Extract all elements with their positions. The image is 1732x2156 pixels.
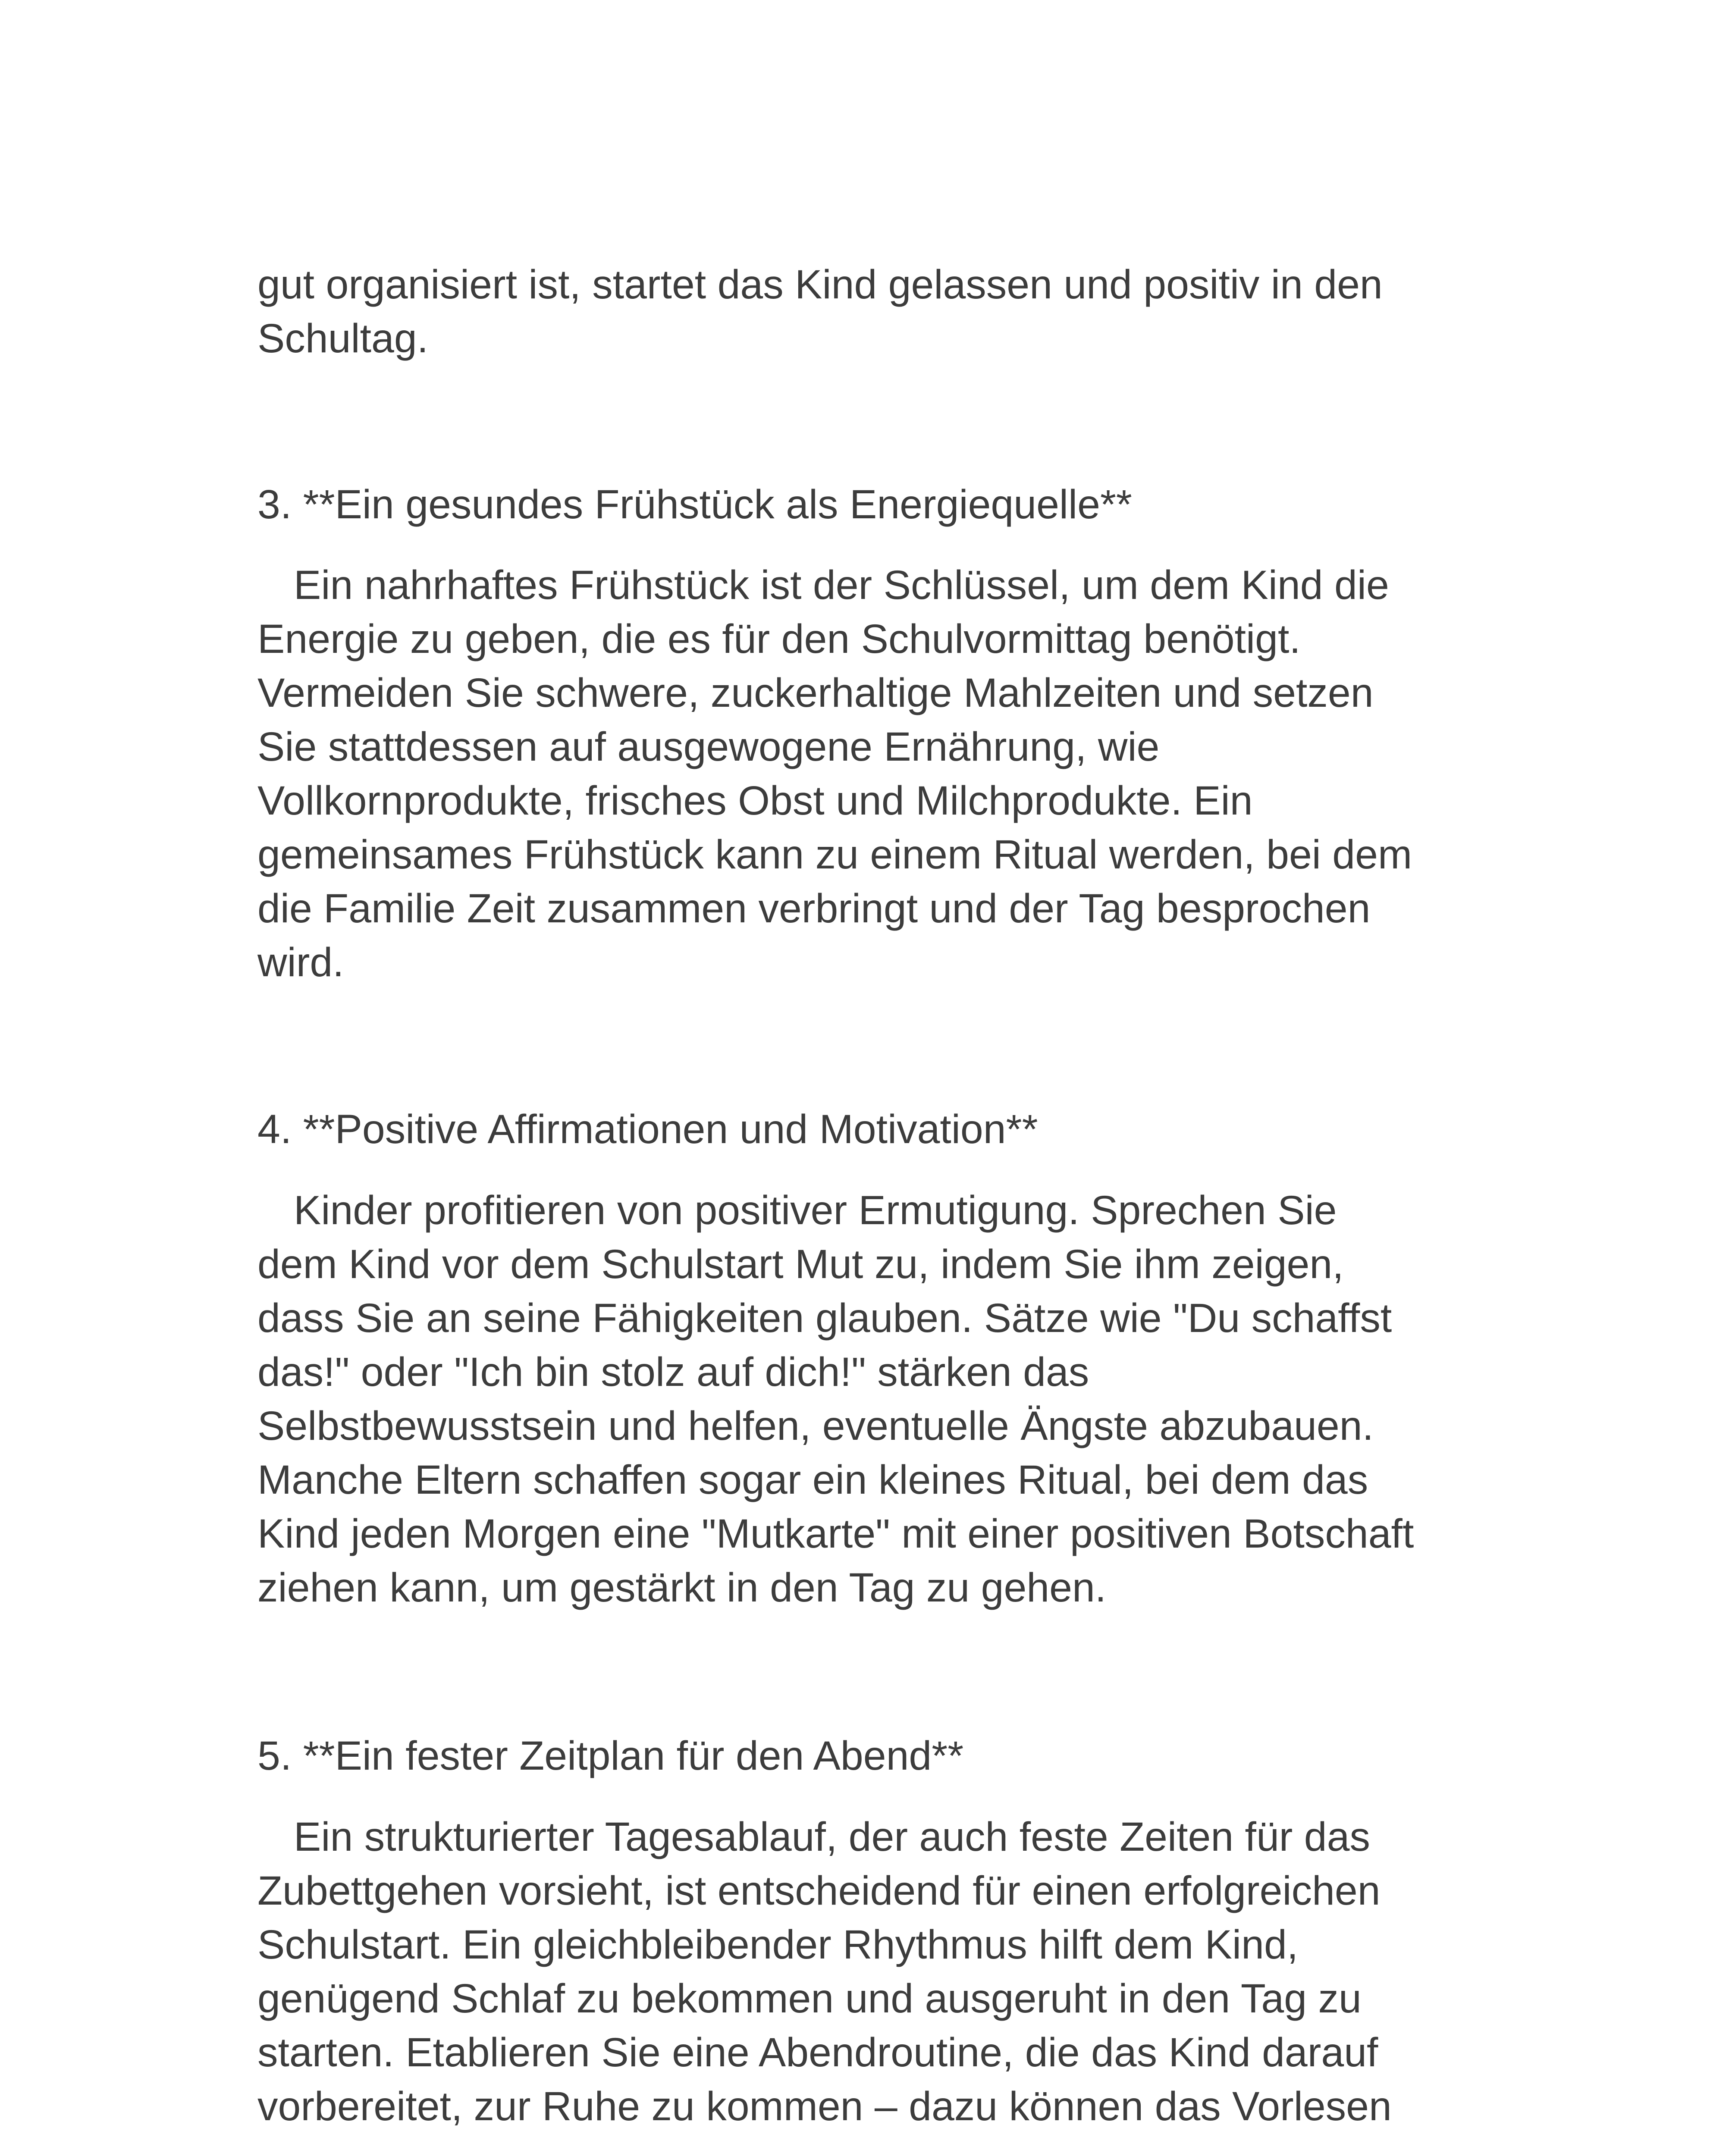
paragraph-line: Zubettgehen vorsieht, ist entscheidend für einen erfolgreichen bbox=[257, 1868, 1381, 1914]
section-5-paragraph bbox=[257, 1810, 1500, 2134]
paragraph-line: Vermeiden Sie schwere, zuckerhaltige Mahlzeiten und setzen bbox=[257, 670, 1374, 716]
paragraph-line: Selbstbewusstsein und helfen, eventuelle Ängste abzubauen. bbox=[257, 1403, 1374, 1449]
paragraph-line: Schultag. bbox=[257, 316, 429, 361]
paragraph-line: vorbereitet, zur Ruhe zu kommen – dazu können das Vorlesen bbox=[257, 2084, 1392, 2129]
paragraph-line: Manche Eltern schaffen sogar ein kleines Ritual, bei dem das bbox=[257, 1457, 1368, 1503]
paragraph-line: starten. Etablieren Sie eine Abendroutine, die das Kind darauf bbox=[257, 2030, 1378, 2075]
paragraph-line: Ein strukturierter Tagesablauf, der auch feste Zeiten für das bbox=[294, 1814, 1370, 1860]
section-3-paragraph bbox=[257, 558, 1500, 990]
paragraph-line: dem Kind vor dem Schulstart Mut zu, indem Sie ihm zeigen, bbox=[257, 1241, 1344, 1287]
section-heading-5: 5. **Ein fester Zeitplan für den Abend** bbox=[257, 1733, 964, 1779]
paragraph-line: die Familie Zeit zusammen verbringt und der Tag besprochen bbox=[257, 886, 1371, 931]
paragraph-line: ziehen kann, um gestärkt in den Tag zu gehen. bbox=[257, 1565, 1107, 1611]
section-heading-3: 3. **Ein gesundes Frühstück als Energiequelle** bbox=[257, 482, 1132, 527]
paragraph-line: das!" oder "Ich bin stolz auf dich!" stärken das bbox=[257, 1349, 1089, 1395]
section-heading-4: 4. **Positive Affirmationen und Motivation** bbox=[257, 1106, 1038, 1152]
paragraph-line: gemeinsames Frühstück kann zu einem Ritual werden, bei dem bbox=[257, 832, 1412, 877]
paragraph-line: Ein nahrhaftes Frühstück ist der Schlüssel, um dem Kind die bbox=[294, 562, 1389, 608]
paragraph-line: Vollkornprodukte, frisches Obst und Milchprodukte. Ein bbox=[257, 778, 1253, 824]
paragraph-line: Kind jeden Morgen eine "Mutkarte" mit einer positiven Botschaft bbox=[257, 1511, 1414, 1557]
paragraph-line: gut organisiert ist, startet das Kind gelassen und positiv in den bbox=[257, 262, 1383, 307]
paragraph-line: Sie stattdessen auf ausgewogene Ernährung, wie bbox=[257, 724, 1160, 770]
intro-paragraph bbox=[257, 258, 1500, 366]
paragraph-line: Schulstart. Ein gleichbleibender Rhythmus hilft dem Kind, bbox=[257, 1922, 1299, 1968]
paragraph-line: dass Sie an seine Fähigkeiten glauben. Sätze wie "Du schaffst bbox=[257, 1295, 1392, 1341]
section-4-paragraph bbox=[257, 1184, 1500, 1615]
paragraph-line: Kinder profitieren von positiver Ermutigung. Sprechen Sie bbox=[294, 1188, 1337, 1233]
paragraph-line: wird. bbox=[257, 940, 344, 985]
paragraph-line: genügend Schlaf zu bekommen und ausgeruht in den Tag zu bbox=[257, 1976, 1362, 2021]
paragraph-line: Energie zu geben, die es für den Schulvormittag benötigt. bbox=[257, 616, 1301, 662]
